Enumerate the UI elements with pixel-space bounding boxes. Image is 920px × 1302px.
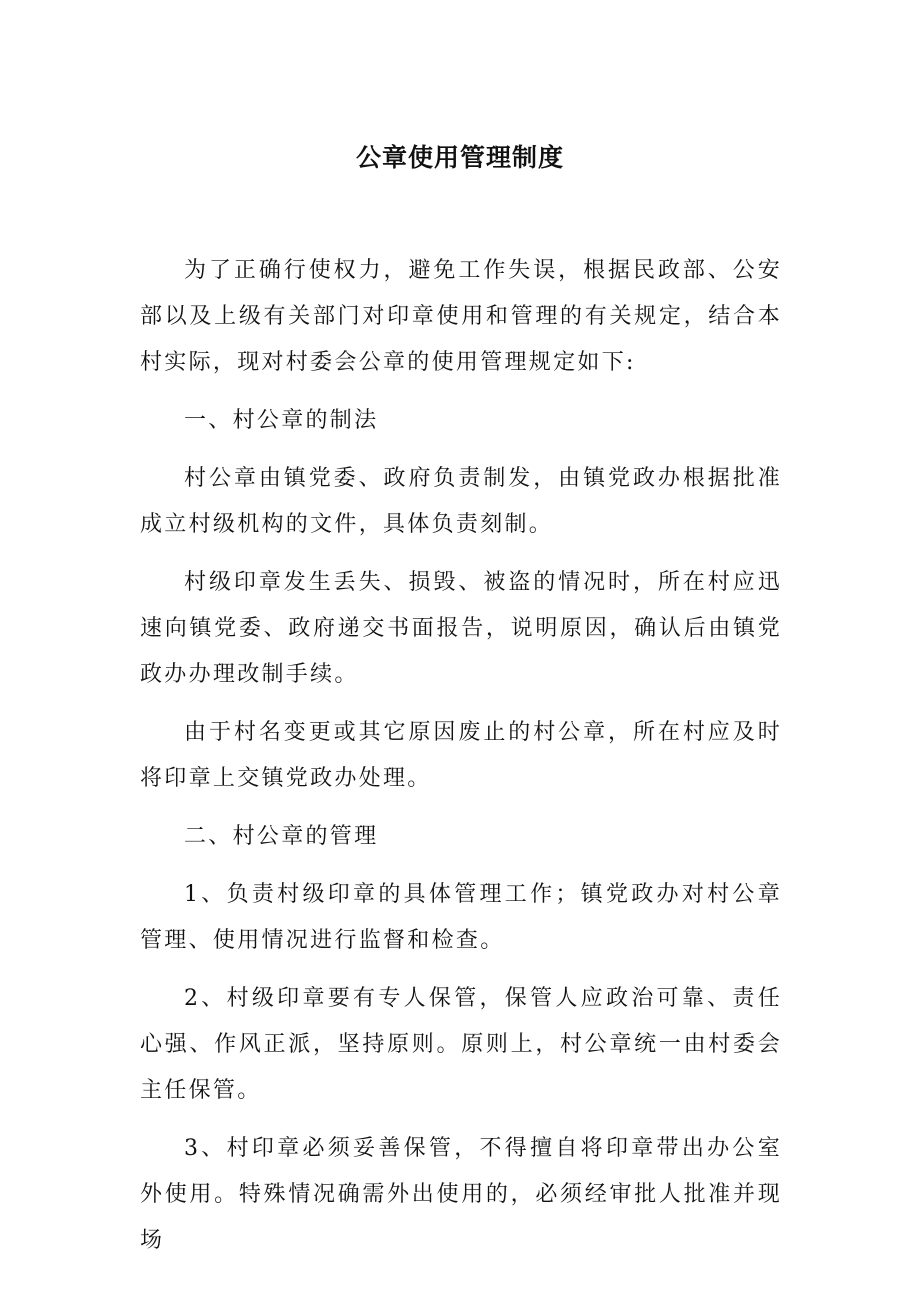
- paragraph-rule-1: 1、负责村级印章的具体管理工作；镇党政办对村公章管理、使用情况进行监督和检查。: [140, 882, 782, 953]
- paragraph-seal-loss: 村级印章发生丢失、损毁、被盗的情况时，所在村应迅速向镇党委、政府递交书面报告，说明原因，确认后由镇党政办办理改制手续。: [140, 570, 782, 687]
- document-body: [140, 248, 782, 1276]
- paragraph-intro: 为了正确行使权力，避免工作失误，根据民政部、公安部以及上级有关部门对印章使用和管理的有关规定，结合本村实际，现对村委会公章的使用管理规定如下:: [140, 258, 782, 375]
- section-heading-2: 二、村公章的管理: [184, 824, 379, 849]
- paragraph-seal-abolish: 由于村名变更或其它原因废止的村公章，所在村应及时将印章上交镇党政办处理。: [140, 720, 782, 791]
- section-heading-1: 一、村公章的制法: [184, 408, 379, 433]
- document-title: 公章使用管理制度: [355, 143, 564, 172]
- paragraph-seal-production: 村公章由镇党委、政府负责制发，由镇党政办根据批准成立村级机构的文件，具体负责刻制。: [140, 466, 782, 537]
- paragraph-rule-3: 3、村印章必须妥善保管，不得擅自将印章带出办公室外使用。特殊情况确需外出使用的，必须经审批人批准并现场: [140, 1136, 782, 1253]
- paragraph-rule-2: 2、村级印章要有专人保管，保管人应政治可靠、责任心强、作风正派，坚持原则。原则上，村公章统一由村委会主任保管。: [140, 986, 782, 1103]
